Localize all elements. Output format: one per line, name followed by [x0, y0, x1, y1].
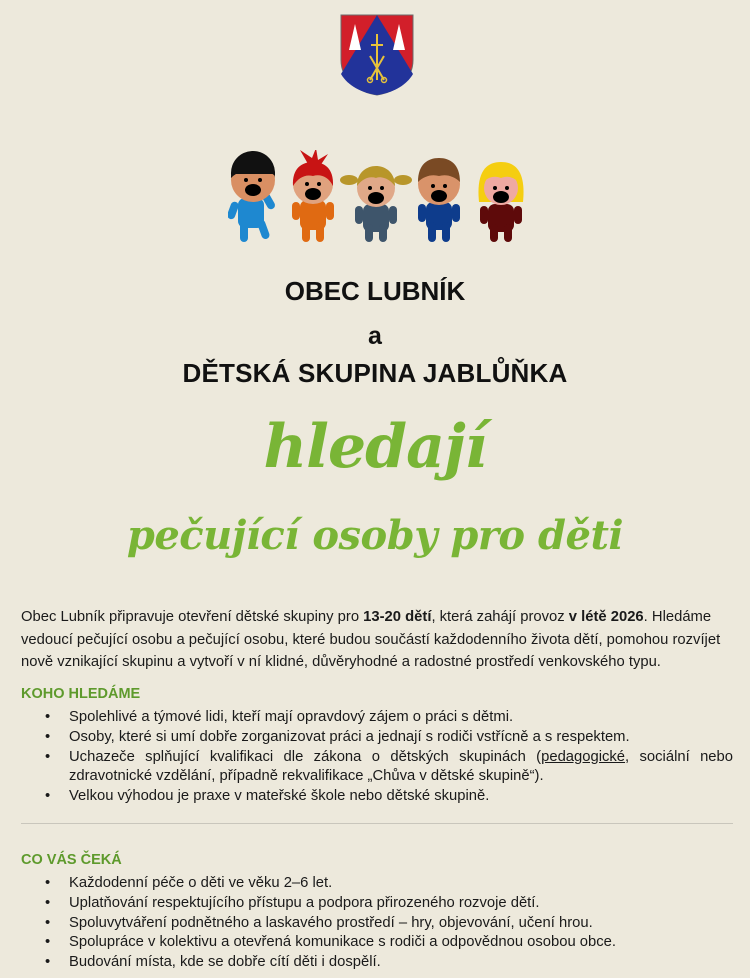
intro-text-2: , která zahájí provoz [431, 609, 569, 625]
bullet-icon: • [45, 788, 51, 805]
intro-text-1: Obec Lubník připravuje otevření dětské skupiny pro [21, 609, 364, 625]
child-4-icon [418, 158, 460, 242]
bullet-icon: • [45, 914, 51, 931]
child-1-icon [228, 151, 276, 242]
bullet-icon: • [45, 709, 51, 725]
list-item: • Spolehlivé a týmové lidi, kteří mají opravdový zájem o práci s dětmi. [43, 708, 733, 728]
list-item: • Každodenní péče o děti ve věku 2–6 let. [43, 874, 733, 894]
child-3-icon [340, 166, 412, 242]
title-conjunction: a [368, 322, 382, 350]
section-title-who-we-seek: KOHO HLEDÁME [21, 686, 141, 702]
bullet-icon: • [45, 954, 51, 971]
section-title-what-awaits: CO VÁS ČEKÁ [21, 852, 122, 868]
list-item: • Budování místa, kde se dobře cítí děti i dospělí. [43, 953, 733, 973]
list-item: • Velkou výhodou je praxe v mateřské škole nebo dětské skupině. [43, 787, 733, 807]
intro-text-3: . Hledáme vedoucí pečující osobu a pečující osobu, které budou součástí každodenního života dětí, pomohou rozvíjet nově vznikající skupinu a vytvoří v ní klidné, důvěryhodné a radostné prostředí venkovského typu. [21, 609, 721, 670]
headline-caregivers: pečující osoby pro děti [126, 512, 624, 559]
title-children-group: DĚTSKÁ SKUPINA JABLŮŇKA [182, 358, 568, 388]
child-2-icon [292, 150, 334, 242]
who-we-seek-list [43, 708, 733, 807]
pedagogical-link[interactable]: pedagogické [541, 748, 626, 765]
bullet-icon: • [45, 875, 51, 891]
child-5-icon [478, 162, 523, 242]
list-item: • Uplatňování respektujícího přístupu a podpora přirozeného rozvoje dětí. [43, 894, 733, 914]
headline-seeking: hledají [263, 412, 487, 482]
list-item: • Uchazeče splňující kvalifikaci dle zákona o dětských skupinách (pedagogické, sociální nebo zdravotnické vzdělání, případně rekvalifikace „Chůva v dětské skupině“). [45, 748, 733, 785]
bullet-icon: • [45, 894, 51, 911]
intro-paragraph [21, 606, 733, 674]
title-municipality: OBEC LUBNÍK [284, 276, 466, 306]
section-divider [21, 823, 733, 824]
intro-bold-start-date: v létě 2026 [568, 609, 644, 625]
intro-bold-children-count: 13-20 dětí [363, 609, 432, 625]
list-item: • Osoby, které si umí dobře zorganizovat práci a jednají s rodiči vstřícně a s respektem. [43, 728, 733, 748]
bullet-icon: • [45, 748, 51, 765]
bullet-icon: • [45, 728, 51, 745]
list-item: • Spoluvytváření podnětného a laskavého prostředí – hry, objevování, učení hrou. [43, 914, 733, 934]
what-awaits-list [43, 874, 733, 973]
bullet-icon: • [45, 934, 51, 951]
list-item: • Spolupráce v kolektivu a otevřená komunikace s rodiči a odpovědnou osobou obce. [43, 933, 733, 953]
coat-of-arms-icon [340, 14, 414, 96]
children-illustration-icon [228, 150, 528, 245]
